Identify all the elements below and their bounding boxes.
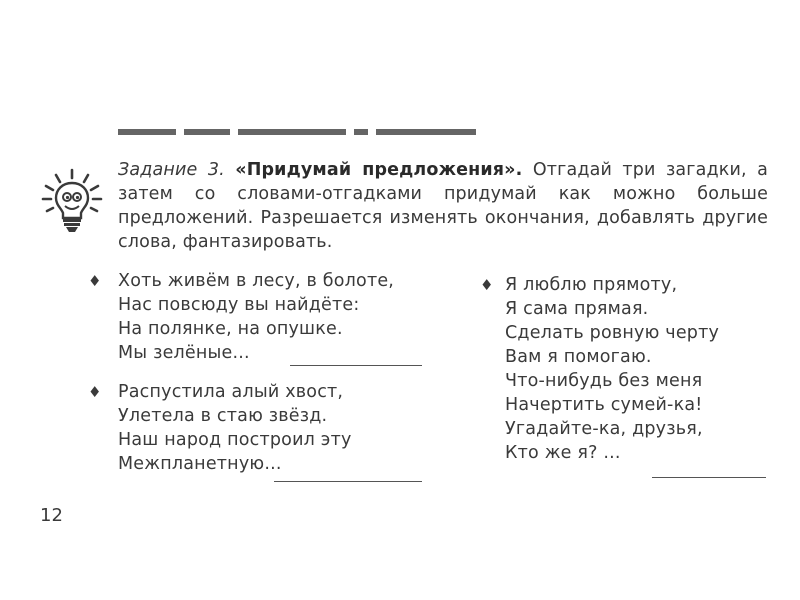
task-title: «Придумай предложения». <box>235 160 523 180</box>
riddle-line: Вам я помогаю. <box>505 347 652 367</box>
riddle-line: На полянке, на опушке. <box>118 319 343 339</box>
riddle-line: Мы зелёные... <box>118 343 250 363</box>
task-label: Задание 3. <box>118 160 225 180</box>
riddle-line: Что-нибудь без меня <box>505 371 703 391</box>
riddle-line: Распустила алый хвост, <box>118 382 344 402</box>
riddle-3 <box>505 273 719 465</box>
riddle-line: Я сама прямая. <box>505 299 649 319</box>
answer-blank-2[interactable] <box>274 481 422 482</box>
task-body: Отгадай три загадки, а затем со словами-отгадками придумай как можно больше предложений. Разрешается изменять окончания, добавлять другие слова, фантазировать. <box>118 160 769 252</box>
riddle-line: Начертить сумей-ка! <box>505 395 703 415</box>
riddle-line: Угадайте-ка, друзья, <box>505 419 703 439</box>
diamond-icon: ♦ <box>480 276 494 294</box>
riddle-line: Хоть живём в лесу, в болоте, <box>118 271 395 291</box>
answer-blank-1[interactable] <box>290 365 422 366</box>
answer-blank-3[interactable] <box>652 477 766 478</box>
riddle-line: Наш народ построил эту <box>118 430 352 450</box>
riddle-line: Кто же я? ... <box>505 443 621 463</box>
cropped-text-line <box>118 126 480 138</box>
lightbulb-icon <box>40 168 104 234</box>
page-number: 12 <box>40 505 63 526</box>
riddle-line: Я люблю прямоту, <box>505 275 678 295</box>
riddle-line: Сделать ровную черту <box>505 323 720 343</box>
riddle-line: Улетела в стаю звёзд. <box>118 406 328 426</box>
diamond-icon: ♦ <box>88 272 102 290</box>
riddle-line: Межпланетную... <box>118 454 282 474</box>
riddle-line: Нас повсюду вы найдёте: <box>118 295 360 315</box>
diamond-icon: ♦ <box>88 383 102 401</box>
task-instructions <box>118 158 768 254</box>
riddle-2 <box>118 380 352 476</box>
riddle-1 <box>118 269 394 365</box>
